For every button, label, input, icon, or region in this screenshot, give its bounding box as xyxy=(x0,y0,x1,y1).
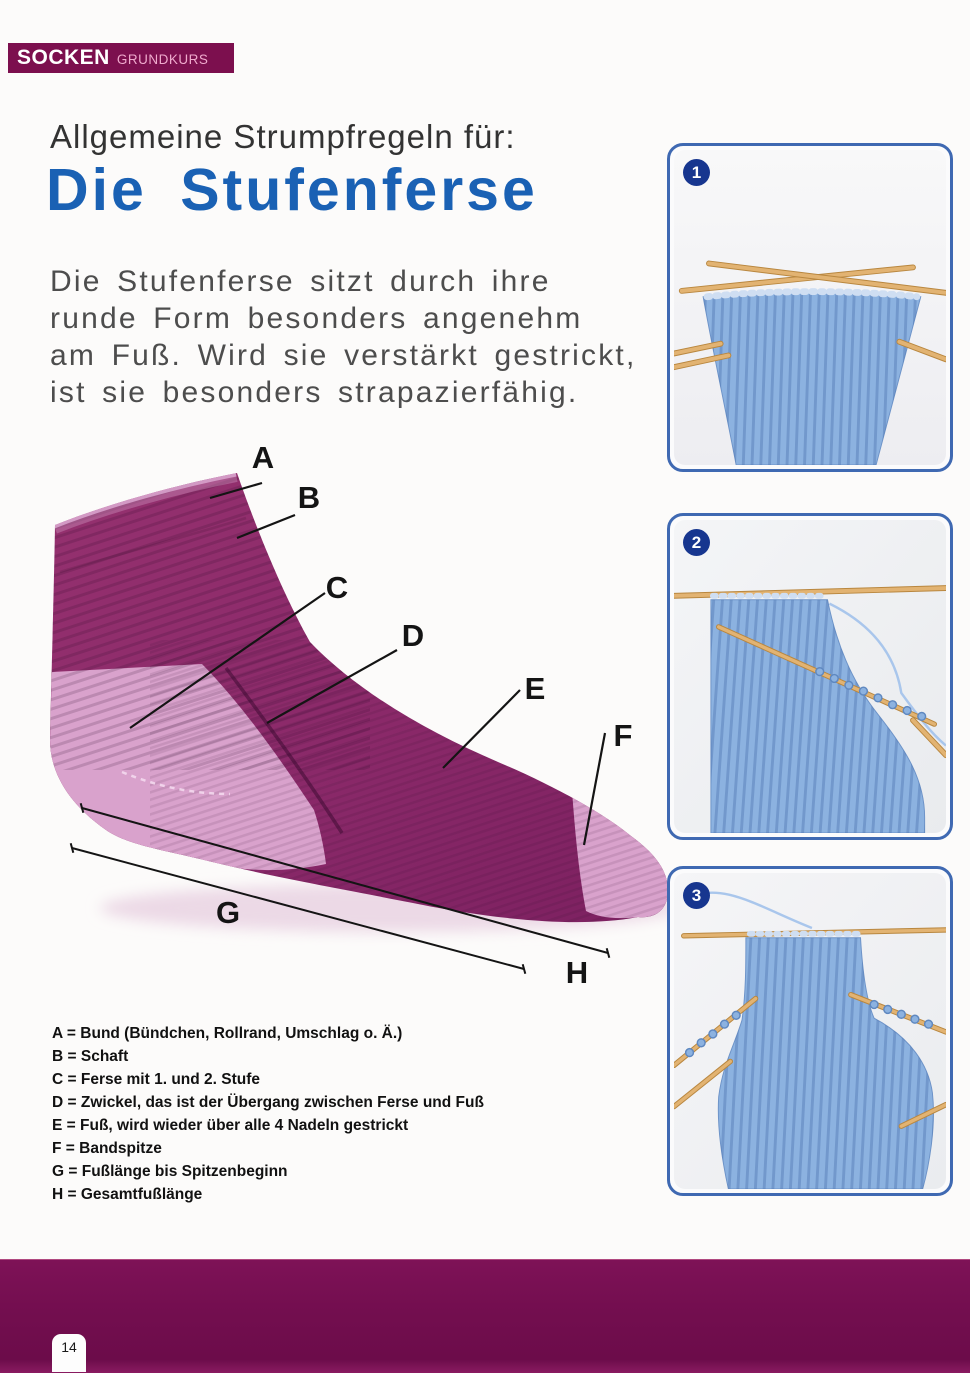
intro-line: ist sie besonders strapazierfähig. xyxy=(50,376,579,409)
page-number: 14 xyxy=(61,1339,77,1355)
article-kicker: Allgemeine Strumpfregeln für: xyxy=(50,118,516,155)
intro-line: Die Stufenferse sitzt durch ihre xyxy=(50,265,551,298)
diagram-label-c: C xyxy=(325,570,349,605)
intro-line: runde Form besonders angenehm xyxy=(50,302,583,335)
step-photo-1 xyxy=(667,143,953,472)
step-3-badge: 3 xyxy=(683,882,710,909)
legend-item: H = Gesamtfußlänge xyxy=(52,1186,203,1203)
diagram-label-h: H xyxy=(565,955,589,990)
knitting-photo-2 xyxy=(674,520,946,833)
legend-item: A = Bund (Bündchen, Rollrand, Umschlag o. Ä.) xyxy=(52,1025,403,1042)
diagram-legend xyxy=(52,1022,484,1206)
diagram-label-a: A xyxy=(251,440,275,475)
step-2-badge: 2 xyxy=(683,529,710,556)
section-label: GRUNDKURS xyxy=(116,52,209,67)
legend-item: E = Fuß, wird wieder über alle 4 Nadeln gestrickt xyxy=(52,1117,409,1134)
intro-line: am Fuß. Wird sie verstärkt gestrickt, xyxy=(50,339,637,372)
diagram-label-b: B xyxy=(297,480,321,515)
page-number-tab xyxy=(52,1334,86,1372)
step-1-photo-area xyxy=(674,150,946,465)
knitting-photo-3 xyxy=(674,873,946,1189)
legend-item: D = Zwickel, das ist der Übergang zwischen Ferse und Fuß xyxy=(52,1094,484,1111)
series-label: SOCKEN xyxy=(17,46,110,69)
knitting-photo-1 xyxy=(674,150,946,465)
measure-tick xyxy=(607,948,610,958)
legend-item: G = Fußlänge bis Spitzenbeginn xyxy=(52,1163,288,1180)
intro-paragraph xyxy=(50,263,636,411)
step-3-photo-area xyxy=(674,873,946,1189)
footer-band xyxy=(0,1259,970,1373)
step-2-photo-area xyxy=(674,520,946,833)
legend-item: C = Ferse mit 1. und 2. Stufe xyxy=(52,1071,261,1088)
diagram-label-f: F xyxy=(613,718,633,753)
section-header-bar xyxy=(8,43,234,73)
diagram-label-e: E xyxy=(524,671,546,706)
diagram-label-d: D xyxy=(401,618,425,653)
measure-tick xyxy=(71,843,74,853)
article-title: Die Stufenferse xyxy=(46,157,538,223)
sock-illustration xyxy=(30,440,690,1000)
step-1-badge: 1 xyxy=(683,159,710,186)
step-photo-2 xyxy=(667,513,953,840)
step-photo-3 xyxy=(667,866,953,1196)
legend-item: F = Bandspitze xyxy=(52,1140,162,1157)
legend-item: B = Schaft xyxy=(52,1048,129,1065)
diagram-label-g: G xyxy=(215,895,241,930)
measure-tick xyxy=(523,964,526,974)
sock-diagram xyxy=(30,440,690,1000)
